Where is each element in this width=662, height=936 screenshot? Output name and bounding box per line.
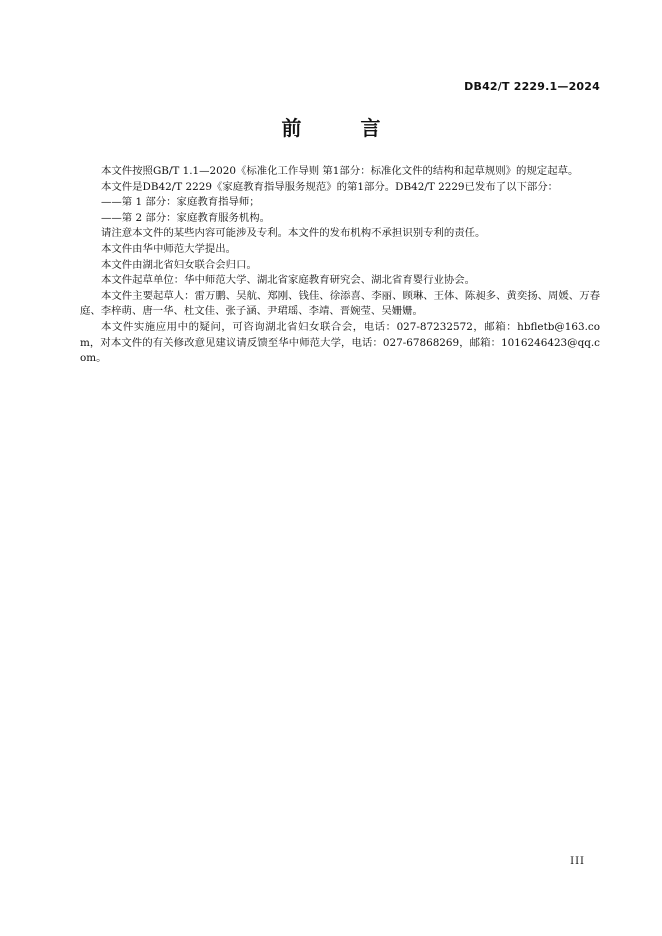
page-number: III (570, 856, 585, 867)
page-title: 前 言 (281, 116, 407, 140)
paragraph-drafting-units: 本文件起草单位：华中师范大学、湖北省家庭教育研究会、湖北省育婴行业协会。 (101, 274, 476, 287)
paragraph-proposer: 本文件由华中师范大学提出。 (101, 242, 237, 255)
paragraph-drafting-rules: 本文件按照GB/T 1.1—2020《标准化工作导则 第1部分：标准化文件的结构和起草规则》的规定起草。 (101, 165, 579, 177)
list-item-part-1: ——第 1 部分：家庭教育指导师； (101, 196, 260, 209)
paragraph-administrator: 本文件由湖北省妇女联合会归口。 (101, 258, 257, 271)
foreword-body (80, 164, 600, 367)
paragraph-drafters: 本文件主要起草人：雷万鹏、吴航、郑刚、钱佳、徐添喜、李丽、顾琳、王体、陈昶多、黄奕扬、周媛、万春庭、李梓萌、唐一华、杜文佳、张子涵、尹珺瑶、李靖、晋婉莹、吴姗姗。 (80, 289, 600, 318)
paragraph-contact-info: 本文件实施应用中的疑问，可咨询湖北省妇女联合会，电话：027-87232572，邮箱：hbfletb@163.com，对本文件的有关修改意见建议请反馈至华中师范大学，电话：027-67868269，邮箱：1016246423@qq.com。 (80, 320, 600, 365)
paragraph-part-description: 本文件是DB42/T 2229《家庭教育指导服务规范》的第1部分。DB42/T 2229已发布了以下部分： (101, 180, 559, 193)
document-code: DB42/T 2229.1—2024 (464, 80, 600, 93)
paragraph-patent-notice: 请注意本文件的某些内容可能涉及专利。本文件的发布机构不承担识别专利的责任。 (101, 227, 486, 240)
list-item-part-2: ——第 2 部分：家庭教育服务机构。 (101, 211, 271, 224)
